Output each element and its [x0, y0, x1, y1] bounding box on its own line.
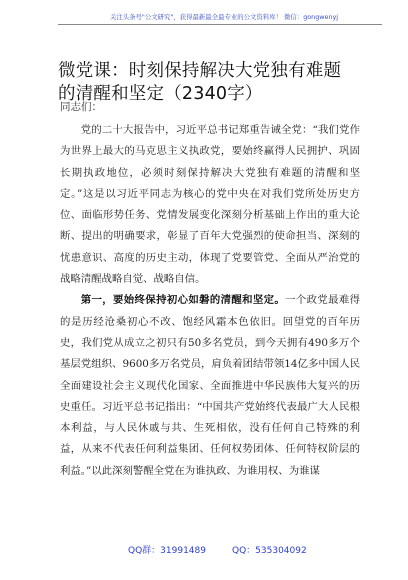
header-promo-text: 关注头条号"公文研究"，获得最新最全最专业的公文资料库！ 微信：gongwenyj — [109, 13, 339, 21]
document-body — [60, 120, 360, 482]
footer-qq-group: QQ群：31991489 — [128, 546, 206, 556]
paragraph-2-lead: 第一，要始终保持初心如磐的清醒和坚定。 — [80, 294, 286, 307]
header-divider — [58, 24, 382, 25]
paragraph-2-body: 一个政党最难得的是历经沧桑初心不改、饱经风霜本色依旧。回望党的百年历史，我们党从成立之初只有50多名党员，到今天拥有490多万个基层党组织、9600多万名党员，肩负着团结带领14亿多中国人民全面建设社会主义现代化国家、全面推进中华民族伟大复兴的历史重任。习近平总书记指出：“中国共产党始终代表最广大人民根本利益，与人民休戚与共、生死相依，没有任何自己特殊的利益，从来不代表任何利益集团、任何权势团体、任何特权阶层的利益。”以此深刻警醒全党在为谁执政、为谁用权、为谁谋 — [60, 294, 360, 477]
page-footer — [0, 543, 408, 557]
paragraph-1: 党的二十大报告中，习近平总书记郑重告诫全党：“我们党作为世界上最大的马克思主义执政党，要始终赢得人民拥护、巩固长期执政地位，必须时刻保持解决大党独有难题的清醒和坚定。”这是以习近平同志为核心的党中央在对我们党所处历史方位、面临形势任务、党情发展变化深刻分析基础上作出的重大论断、提出的明确要求，彰显了百年大党强烈的使命担当、深刻的忧患意识、高度的历史主动，体现了党要管党、全面从严治党的战略清醒战略自觉、战略自信。 — [60, 124, 360, 286]
paragraph-2 — [60, 290, 360, 482]
document-title: 微党课：时刻保持解决大党独有难题的清醒和坚定（2340字） — [58, 61, 342, 104]
greeting: 同志们： — [60, 101, 102, 113]
footer-qq-number: QQ：535304092 — [232, 546, 307, 556]
